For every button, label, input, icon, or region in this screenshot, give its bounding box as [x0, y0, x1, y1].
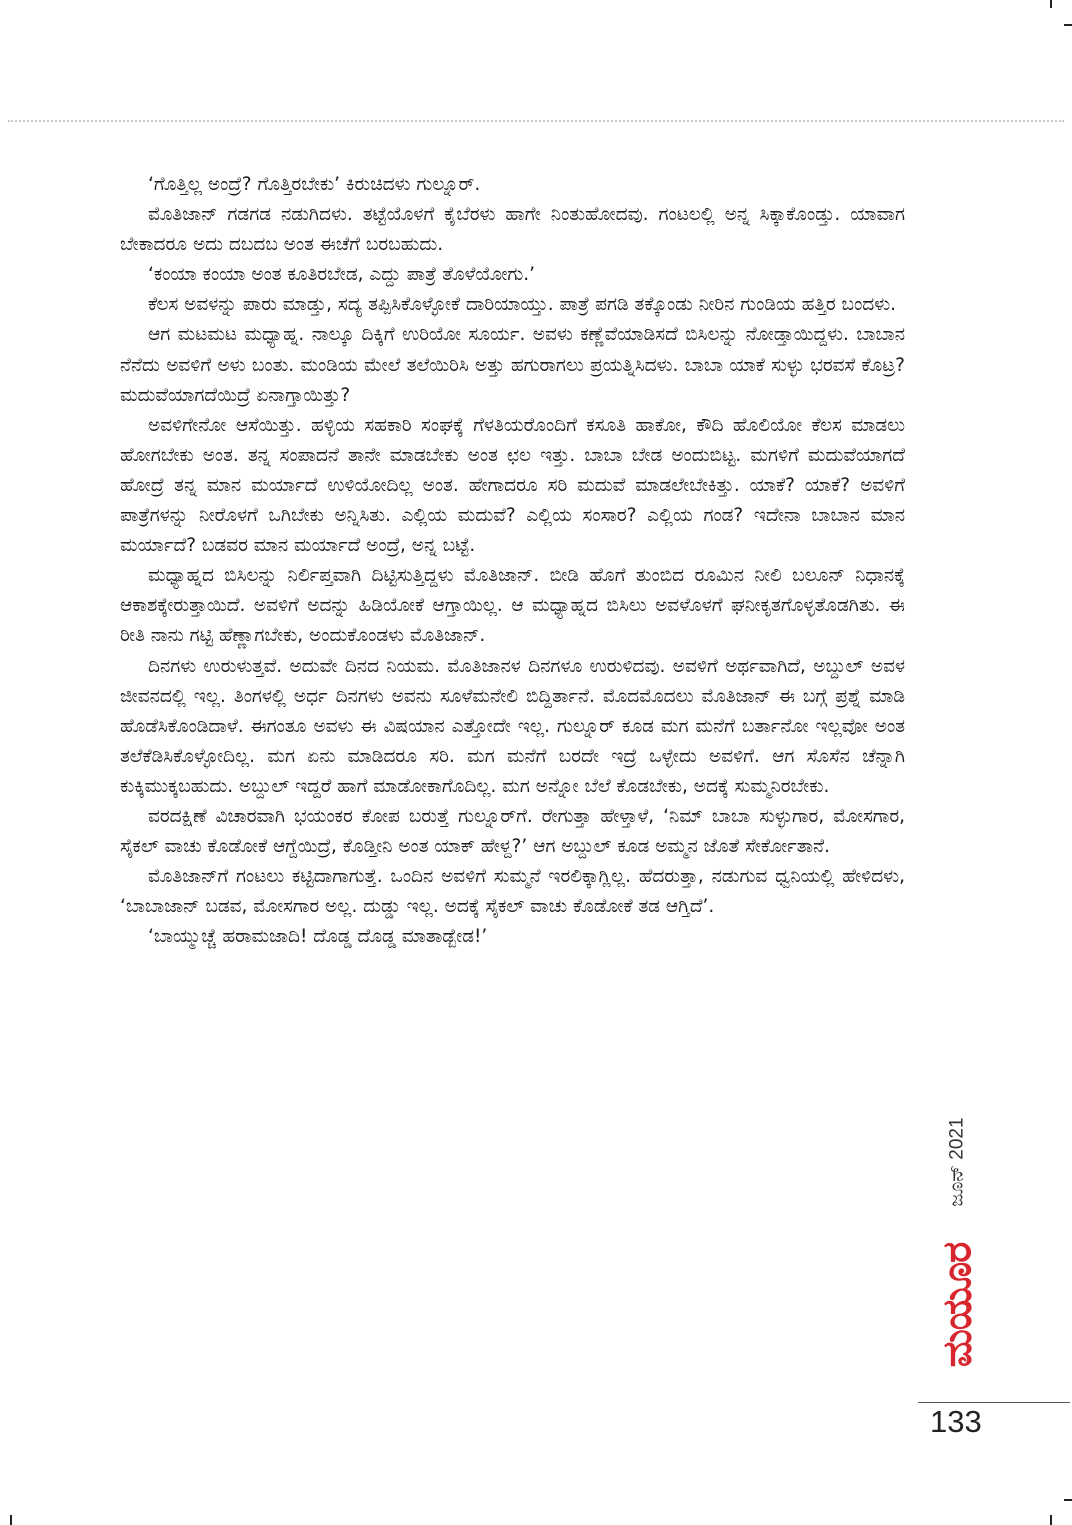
paragraph: ಕೆಲಸ ಅವಳನ್ನು ಪಾರು ಮಾಡ್ತು, ಸದ್ಯ ತಪ್ಪಿಸಿಕೊಳ್ಳೋಕೆ ದಾರಿಯಾಯ್ತು. ಪಾತ್ರೆ ಪಗಡಿ ತಕ್ಕೊಂಡು ನೀರಿನ ಗುಂಡಿಯ ಹತ್ತಿರ ಬಂದಳು. — [148, 294, 897, 316]
crop-mark-bottom-right — [1050, 1515, 1052, 1525]
paragraph: ಅವಳಿಗೇನೋ ಆಸೆಯಿತ್ತು. ಹಳ್ಳಿಯ ಸಹಕಾರಿ ಸಂಘಕ್ಕೆ ಗೆಳತಿಯರೊಂದಿಗೆ ಕಸೂತಿ ಹಾಕೋ, ಕೌದಿ ಹೊಲಿಯೋ ಕೆಲಸ ಮಾಡಲು ಹೋಗಬೇಕು ಅಂತ. ತನ್ನ ಸಂಪಾದನೆ ತಾನೇ ಮಾಡಬೇಕು ಅಂತ ಛಲ ಇತ್ತು. ಬಾಬಾ ಬೇಡ ಅಂದುಬಿಟ್ಟ. ಮಗಳಿಗೆ ಮದುವೆಯಾಗದೆ ಹೋದ್ರೆ ತನ್ನ ಮಾನ ಮರ್ಯಾದೆ ಉಳಿಯೋದಿಲ್ಲ ಅಂತ. ಹೇಗಾದರೂ ಸರಿ ಮದುವೆ ಮಾಡಲೇಬೇಕಿತ್ತು. ಯಾಕೆ? ಯಾಕೆ? ಅವಳಿಗೆ ಪಾತ್ರೆಗಳನ್ನು ನೀರೊಳಗೆ ಒಗಿಬೇಕು ಅನ್ನಿಸಿತು. ಎಲ್ಲಿಯ ಮದುವೆ? ಎಲ್ಲಿಯ ಸಂಸಾರ? ಎಲ್ಲಿಯ ಗಂಡ? ಇದೇನಾ ಬಾಬಾನ ಮಾನ ಮರ್ಯಾದೆ? ಬಡವರ ಮಾನ ಮರ್ಯಾದೆ ಅಂದ್ರೆ, ಅನ್ನ ಬಟ್ಟೆ. — [120, 414, 905, 557]
crop-mark-right-upper — [1064, 24, 1072, 26]
crop-mark-top-right — [1050, 0, 1052, 8]
crop-mark-right-lower — [1064, 1499, 1072, 1501]
paragraph: ‘ಕಂಯಾ ಕಂಯಾ ಅಂತ ಕೂತಿರಬೇಡ, ಎದ್ದು ಪಾತ್ರೆ ತೊಳೆಯೋಗು.’ — [148, 264, 536, 286]
paragraph: ಮೊತಿಜಾನ್ ಗಡಗಡ ನಡುಗಿದಳು. ತಟ್ಟೆಯೊಳಗೆ ಕೈಬೆರಳು ಹಾಗೇ ನಿಂತುಹೋದವು. ಗಂಟಲಲ್ಲಿ ಅನ್ನ ಸಿಕ್ಕಾಕೊಂಡ್ತು. ಯಾವಾಗ ಬೇಕಾದರೂ ಅದು ದಬದಬ ಅಂತ ಈಚೆಗೆ ಬರಬಹುದು. — [120, 204, 905, 256]
crop-mark-bottom-left — [10, 1515, 12, 1525]
issue-date-text: ಜೂನ್ 2021 — [947, 1117, 969, 1207]
paragraph: ದಿನಗಳು ಉರುಳುತ್ತವೆ. ಅದುವೇ ದಿನದ ನಿಯಮ. ಮೊತಿಜಾನಳ ದಿನಗಳೂ ಉರುಳಿದವು. ಅವಳಿಗೆ ಅರ್ಥವಾಗಿದೆ, ಅಬ್ದುಲ್ ಅವಳ ಜೀವನದಲ್ಲಿ ಇಲ್ಲ. ತಿಂಗಳಲ್ಲಿ ಅರ್ಧ ದಿನಗಳು ಅವನು ಸೂಳೆಮನೇಲಿ ಬಿದ್ದಿರ್ತಾನೆ. ಮೊದಮೊದಲು ಮೊತಿಜಾನ್ ಈ ಬಗ್ಗೆ ಪ್ರಶ್ನೆ ಮಾಡಿ ಹೊಡೆಸಿಕೊಂಡಿದಾಳೆ. ಈಗಂತೂ ಅವಳು ಈ ವಿಷಯಾನ ಎತ್ತೋದೇ ಇಲ್ಲ. ಗುಲ್ನೂರ್ ಕೂಡ ಮಗ ಮನೆಗೆ ಬರ್ತಾನೋ ಇಲ್ಲವೋ ಅಂತ ತಲೆಕೆಡಿಸಿಕೊಳ್ಳೋದಿಲ್ಲ. ಮಗ ಏನು ಮಾಡಿದರೂ ಸರಿ. ಮಗ ಮನೆಗೆ ಬರದೇ ಇದ್ರೆ ಒಳ್ಳೇದು ಅವಳಿಗೆ. ಆಗ ಸೊಸೆನ ಚೆನ್ನಾಗಿ ಕುಕ್ಕಿಮುಕ್ಕಬಹುದು. ಅಬ್ದುಲ್ ಇದ್ದರೆ ಹಾಗೆ ಮಾಡೋಕಾಗೊದಿಲ್ಲ. ಮಗ ಅನ್ನೋ ಬೆಲೆ ಕೊಡಬೇಕು, ಅದಕ್ಕೆ ಸುಮ್ಮನಿರಬೇಕು. — [120, 655, 905, 797]
paragraph: ವರದಕ್ಷಿಣೆ ವಿಚಾರವಾಗಿ ಭಯಂಕರ ಕೋಪ ಬರುತ್ತೆ ಗುಲ್ನೂರ್‌ಗೆ. ರೇಗುತ್ತಾ ಹೇಳ್ತಾಳೆ, ‘ನಿಮ್ ಬಾಬಾ ಸುಳ್ಳುಗಾರ, ಮೋಸಗಾರ, ಸೈಕಲ್ ವಾಚು ಕೊಡೋಕೆ ಆಗ್ದೆಯಿದ್ರೆ, ಕೊಡ್ತೀನಿ ಅಂತ ಯಾಕ್ ಹೇಳ್ದ?’ ಆಗ ಅಬ್ದುಲ್ ಕೂಡ ಅಮ್ಮನ ಜೊತೆ ಸೇರ್ಕೋತಾನೆ. — [120, 805, 905, 858]
dotted-divider — [8, 120, 1064, 122]
paragraph: ಮಧ್ಯಾಹ್ನದ ಬಿಸಿಲನ್ನು ನಿರ್ಲಿಪ್ತವಾಗಿ ದಿಟ್ಟಿಸುತ್ತಿದ್ದಳು ಮೊತಿಜಾನ್. ಬೀಡಿ ಹೊಗೆ ತುಂಬಿದ ರೂಮಿನ ನೀಲಿ ಬಲೂನ್ ನಿಧಾನಕ್ಕೆ ಆಕಾಶಕ್ಕೇರುತ್ತಾಯಿದೆ. ಅವಳಿಗೆ ಅದನ್ನು ಹಿಡಿಯೋಕೆ ಆಗ್ತಾಯಿಲ್ಲ. ಆ ಮಧ್ಯಾಹ್ನದ ಬಿಸಿಲು ಅವಳೊಳಗೆ ಘನೀಕೃತಗೊಳ್ಳತೊಡಗಿತು. ಈ ರೀತಿ ನಾನು ಗಟ್ಟಿ ಹೆಣ್ಣಾಗಬೇಕು, ಅಂದುಕೊಂಡಳು ಮೊತಿಜಾನ್. — [120, 565, 905, 647]
paragraph: ‘ಬಾಯ್ಮುಚ್ಚೆ ಹರಾಮಜಾದಿ! ದೊಡ್ಡ ದೊಡ್ಡ ಮಾತಾಡ್ಬೇಡ!’ — [148, 926, 488, 948]
issue-date — [938, 1112, 978, 1212]
footer-rule — [918, 1402, 1070, 1403]
paragraph: ‘ಗೊತ್ತಿಲ್ಲ ಅಂದ್ರೆ? ಗೊತ್ತಿರಬೇಕು’ ಕಿರುಚಿದಳು ಗುಲ್ನೂರ್. — [148, 174, 481, 195]
article-body — [120, 170, 905, 952]
paragraph: ಆಗ ಮಟಮಟ ಮಧ್ಯಾಹ್ನ. ನಾಲ್ಕೂ ದಿಕ್ಕಿಗೆ ಉರಿಯೋ ಸೂರ್ಯ. ಅವಳು ಕಣ್ಣೆವೆಯಾಡಿಸದೆ ಬಿಸಿಲನ್ನು ನೋಡ್ತಾಯಿದ್ದಳು. ಬಾಬಾನ ನೆನೆದು ಅವಳಿಗೆ ಅಳು ಬಂತು. ಮಂಡಿಯ ಮೇಲೆ ತಲೆಯಿರಿಸಿ ಅತ್ತು ಹಗುರಾಗಲು ಪ್ರಯತ್ನಿಸಿದಳು. ಬಾಬಾ ಯಾಕೆ ಸುಳ್ಳು ಭರವಸೆ ಕೊಟ್ರ? ಮದುವೆಯಾಗದೆಯಿದ್ರೆ ಏನಾಗ್ತಾಯಿತ್ತು? — [120, 324, 905, 406]
magazine-logo-text: ಮಯೂರ — [934, 1242, 981, 1367]
magazine-logo — [925, 1232, 990, 1377]
paragraph: ಮೊತಿಜಾನ್‌ಗೆ ಗಂಟಲು ಕಟ್ಟಿದಾಗಾಗುತ್ತೆ. ಒಂದಿನ ಅವಳಿಗೆ ಸುಮ್ಮನೆ ಇರಲಿಕ್ಕಾಗ್ಲಿಲ್ಲ. ಹೆದರುತ್ತಾ, ನಡುಗುವ ಧ್ವನಿಯಲ್ಲಿ ಹೇಳಿದಳು, ‘ಬಾಬಾಜಾನ್ ಬಡವ, ಮೋಸಗಾರ ಅಲ್ಲ. ದುಡ್ಡು ಇಲ್ಲ. ಅದಕ್ಕೆ ಸೈಕಲ್ ವಾಚು ಕೊಡೋಕೆ ತಡ ಆಗ್ತಿದೆ’. — [120, 866, 905, 918]
page-number: 133 — [930, 1404, 982, 1439]
